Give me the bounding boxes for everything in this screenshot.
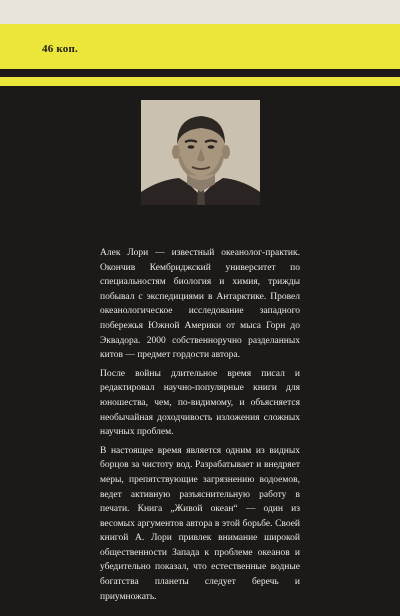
top-strip [0,0,400,24]
bio-paragraph: В настоящее время является одним из видных борцов за чистоту вод. Разрабатывает и внедряет меры, препятствующие загрязнению водоемов, ведет активную разъяснительную работу в печати. Книга „Живой океан“ — один из весомых аргументов автора в этой борьбе. Своей книгой А. Лори привлек внимание широкой общественности Запада к проблеме океанов и убедительно показал, что естественные водные богатства планеты следует беречь и приумножать. [100,445,300,602]
bio-paragraph: Алек Лори — известный океанолог-практик. Окончив Кембриджский университет по специальностям биология и химия, трижды побывал с экспедициями в Антарктике. Провел океанологическое исследование западного побережья Южной Америки от мыса Горн до Эквадора. 2000 собственноручно разделанных китов — предмет гордости автора. [100,248,300,361]
yellow-stripe [0,77,400,86]
author-portrait [141,100,260,205]
bio-paragraph: После войны длительное время писал и редактировал научно-популярные книги для юношества, чем, по-видимому, и объясняется необычайная доходчивость изложения сложных научных проблем. [100,368,300,438]
author-portrait-image [141,100,260,205]
price-label: 46 коп. [42,43,78,55]
author-bio [100,246,300,608]
